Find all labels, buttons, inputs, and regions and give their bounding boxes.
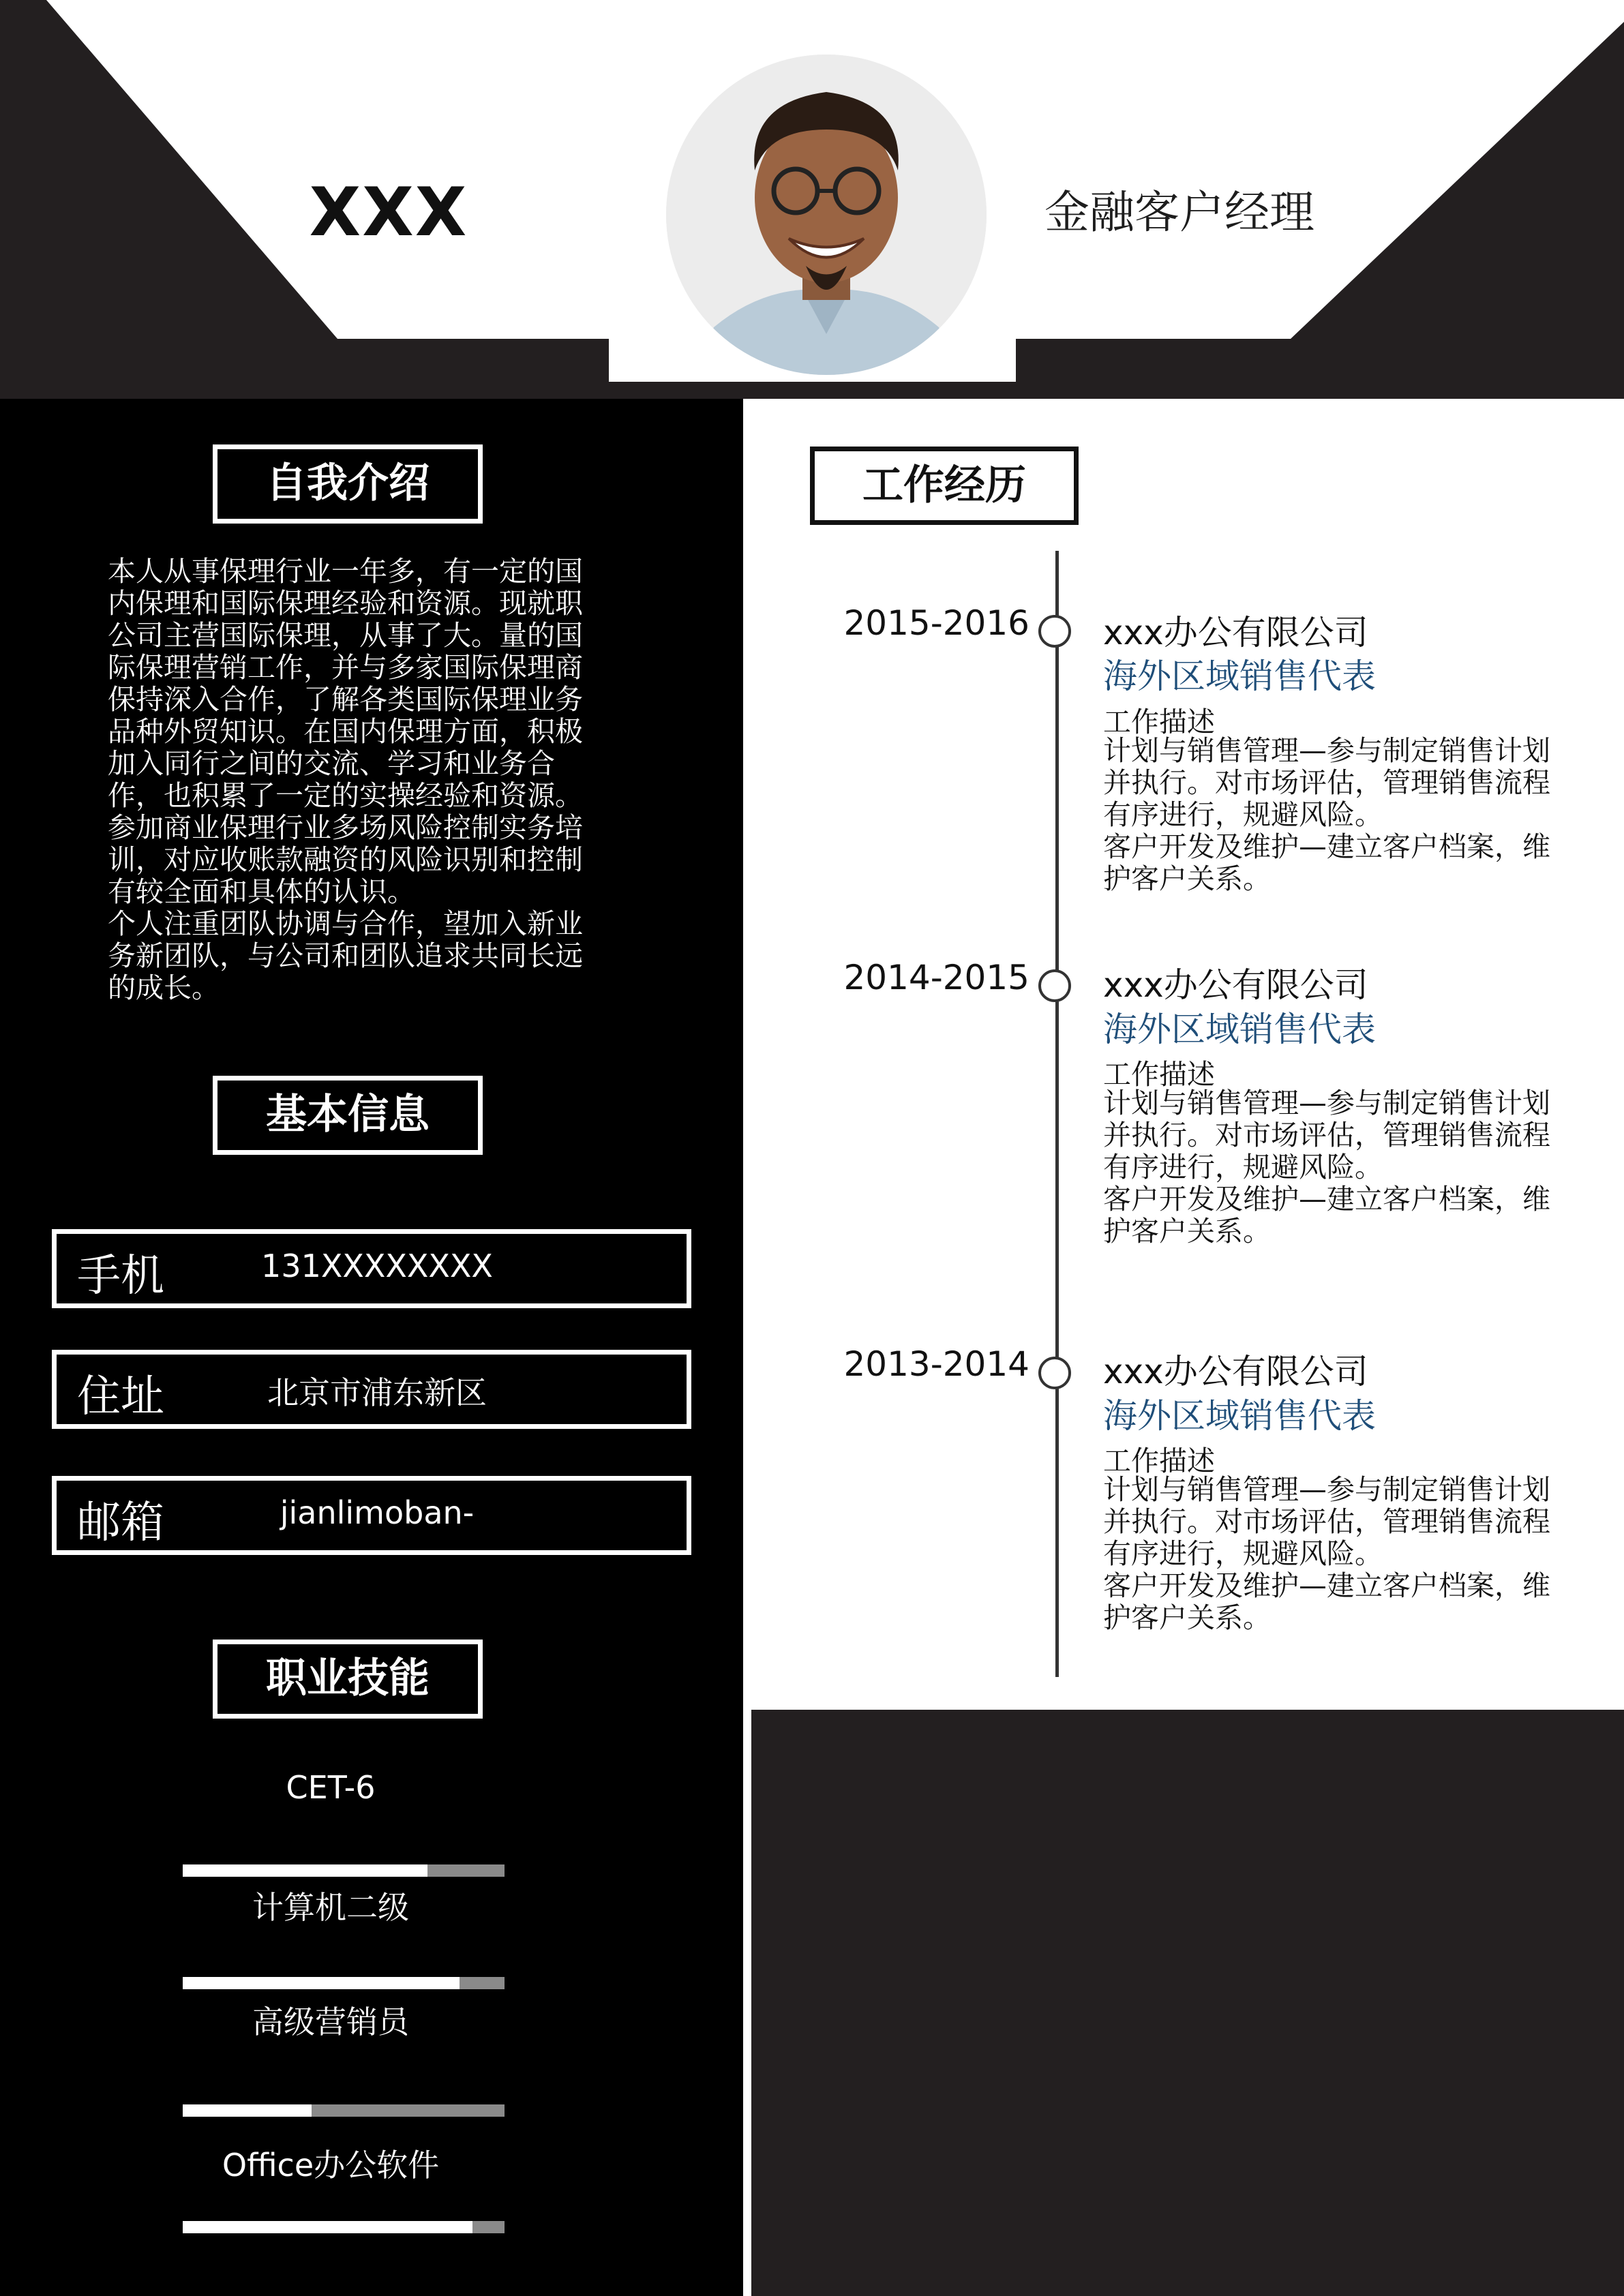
skill-bar-fill [183, 1977, 460, 1989]
work-company: xxx办公有限公司 [1103, 965, 1368, 1005]
work-desc-line: 计划与销售管理—参与制定销售计划并执行。对市场评估，管理销售流程有序进行，规避风险。 [1103, 1473, 1550, 1570]
info-row-address [52, 1350, 691, 1429]
candidate-name: XXX [309, 174, 468, 252]
work-desc-line: 计划与销售管理—参与制定销售计划并执行。对市场评估，管理销售流程有序进行，规避风险。 [1103, 734, 1550, 831]
work-desc-label: 工作描述 [1103, 1445, 1215, 1477]
work-section-title: 工作经历 [810, 447, 1079, 525]
skill-label: Office办公软件 [222, 2147, 440, 2184]
work-desc-line: 客户开发及维护—建立客户档案，维护客户关系。 [1103, 830, 1550, 895]
timeline-line [1055, 551, 1059, 1677]
work-desc [1103, 1087, 1553, 1248]
skill-bar [183, 2221, 505, 2233]
info-label: 邮箱 [77, 1498, 164, 1548]
info-value: 北京市浦东新区 [267, 1374, 487, 1411]
work-desc-label: 工作描述 [1103, 706, 1215, 738]
skill-label: 计算机二级 [252, 1889, 409, 1926]
intro-text [108, 556, 605, 1004]
intro-paragraph: 个人注重团队协调与合作，望加入新业务新团队，与公司和团队追求共同长远的成长。 [108, 907, 583, 1004]
work-desc-line: 客户开发及维护—建立客户档案，维护客户关系。 [1103, 1183, 1550, 1248]
work-desc [1103, 1474, 1553, 1634]
work-desc-label: 工作描述 [1103, 1058, 1215, 1091]
skill-bar [183, 2104, 505, 2117]
intro-paragraph: 参加商业保理行业多场风险控制实务培训，对应收账款融资的风险识别和控制有较全面和具体的认识。 [108, 811, 583, 908]
intro-section-title: 自我介绍 [213, 444, 483, 524]
skill-bar-fill [183, 2104, 312, 2117]
work-role: 海外区域销售代表 [1103, 656, 1376, 696]
work-desc-line: 客户开发及维护—建立客户档案，维护客户关系。 [1103, 1569, 1550, 1634]
work-company: xxx办公有限公司 [1103, 1352, 1368, 1391]
job-title: 金融客户经理 [1044, 186, 1314, 239]
intro-paragraph: 本人从事保理行业一年多，有一定的国内保理和国际保理经验和资源。现就职公司主营国际保理，从事了大。量的国际保理营销工作，并与多家国际保理商保持深入合作，了解各类国际保理业务品种外贸知识。在国内保理方面，积极加入同行之间的交流、学习和业务合作，也积累了一定的实操经验和资源。 [108, 555, 583, 812]
info-value: 131XXXXXXXX [261, 1248, 493, 1284]
info-label: 住址 [77, 1372, 164, 1422]
work-period: 2014-2015 [843, 958, 1029, 997]
info-row-email [52, 1476, 691, 1555]
info-label: 手机 [77, 1251, 164, 1301]
skill-label: CET-6 [286, 1769, 376, 1806]
basic-info-section-title: 基本信息 [213, 1076, 483, 1155]
skill-bar [183, 1977, 505, 1989]
info-row-phone [52, 1229, 691, 1308]
work-role: 海外区域销售代表 [1103, 1396, 1376, 1436]
work-period: 2013-2014 [843, 1344, 1029, 1384]
work-company: xxx办公有限公司 [1103, 613, 1368, 652]
work-desc [1103, 735, 1553, 895]
timeline-marker [1038, 1357, 1071, 1389]
skill-bar-fill [183, 1864, 427, 1877]
work-desc-line: 计划与销售管理—参与制定销售计划并执行。对市场评估，管理销售流程有序进行，规避风险。 [1103, 1087, 1550, 1183]
avatar [666, 55, 987, 375]
timeline-marker [1038, 615, 1071, 648]
skill-bar [183, 1864, 505, 1877]
skill-label: 高级营销员 [252, 2004, 409, 2040]
timeline-marker [1038, 969, 1071, 1002]
work-period: 2015-2016 [843, 603, 1029, 643]
skill-bar-fill [183, 2221, 472, 2233]
work-role: 海外区域销售代表 [1103, 1010, 1376, 1049]
skills-section-title: 职业技能 [213, 1640, 483, 1719]
info-value: jianlimoban- [280, 1494, 475, 1531]
right-footer-block [751, 1710, 1624, 2296]
